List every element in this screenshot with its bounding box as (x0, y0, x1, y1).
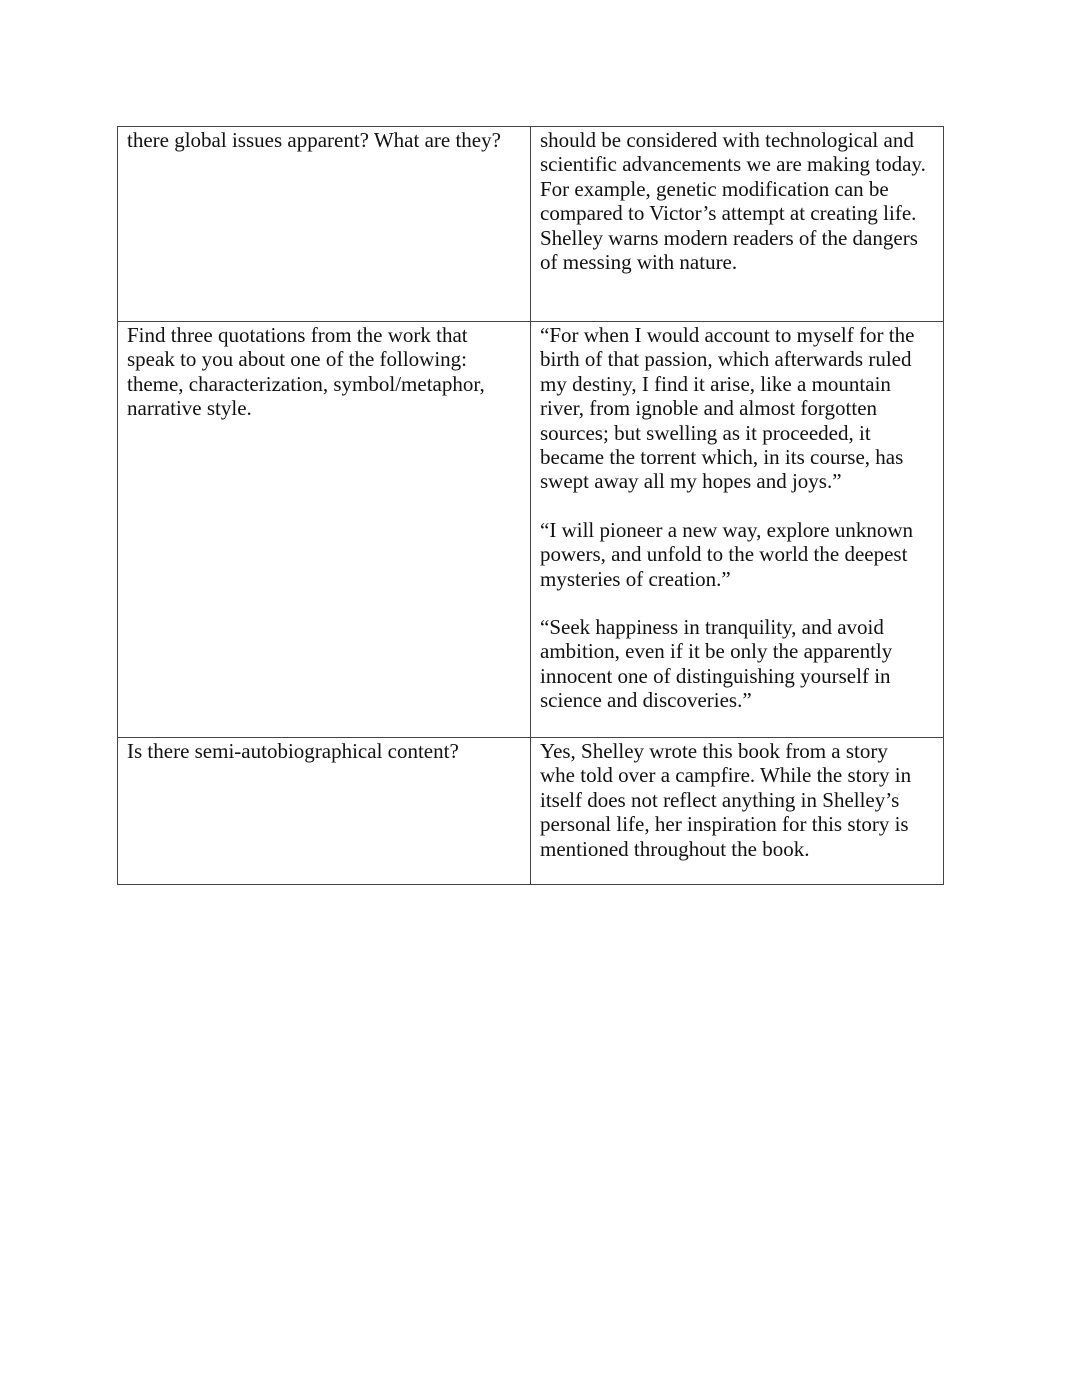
question-cell: Find three quotations from the work that speak to you about one of the following: theme, characterization, symbol/metaphor, narrative style. (118, 322, 531, 738)
answer-cell (531, 322, 944, 738)
table-row (118, 322, 944, 738)
table-row (118, 127, 944, 322)
table-row (118, 738, 944, 885)
question-response-table (117, 126, 944, 885)
question-cell: there global issues apparent? What are they? (118, 127, 531, 322)
quotation-1: “For when I would account to myself for the birth of that passion, which afterwards ruled my destiny, I find it arise, like a mountain river, from ignoble and almost forgotten sources; but swelling as it proceeded, it became the torrent which, in its course, has swept away all my hopes and joys.” (540, 323, 915, 494)
quotation-3: “Seek happiness in tranquility, and avoid ambition, even if it be only the apparently innocent one of distinguishing yourself in science and discoveries.” (540, 615, 893, 713)
question-cell: Is there semi-autobiographical content? (118, 738, 531, 885)
answer-cell: should be considered with technological and scientific advancements we are making today. For example, genetic modification can be compared to Victor’s attempt at creating life. Shelley warns modern readers of the dangers of messing with nature. (531, 127, 944, 322)
answer-cell: Yes, Shelley wrote this book from a story whe told over a campfire. While the story in itself does not reflect anything in Shelley’s personal life, her inspiration for this story is mentioned throughout the book. (531, 738, 944, 885)
quotation-2: “I will pioneer a new way, explore unknown powers, and unfold to the world the deepest mysteries of creation.” (540, 517, 914, 591)
